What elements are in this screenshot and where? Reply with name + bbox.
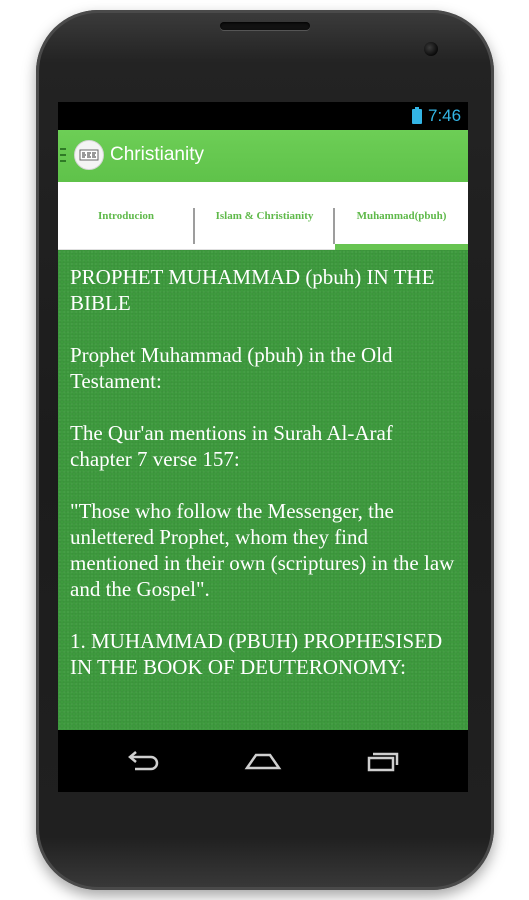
tab-label: Muhammad(pbuh) <box>356 210 447 222</box>
app-logo-icon[interactable] <box>74 140 104 170</box>
article-paragraph: Prophet Muhammad (pbuh) in the Old Testament: <box>70 343 393 393</box>
app-title: Christianity <box>110 144 204 165</box>
up-caret-icon[interactable] <box>60 148 66 164</box>
tab-islam-christianity[interactable] <box>195 182 334 250</box>
navigation-bar <box>58 730 468 792</box>
tab-bar <box>58 182 468 250</box>
action-bar <box>58 130 468 182</box>
earpiece-speaker <box>220 22 310 30</box>
phone-screen <box>58 102 468 792</box>
article-heading: PROPHET MUHAMMAD (pbuh) IN THE BIBLE <box>70 265 435 315</box>
article-quote: "Those who follow the Messenger, the unlettered Prophet, whom they find mentioned in their own (scriptures) in the law and the Gospel". <box>70 499 455 601</box>
front-camera <box>424 42 438 56</box>
article-content[interactable] <box>58 250 468 730</box>
recent-apps-icon[interactable] <box>363 748 403 774</box>
tab-muhammad[interactable] <box>335 182 468 250</box>
tab-label: Islam & Christianity <box>215 210 314 222</box>
status-time: 7:46 <box>428 106 462 125</box>
tab-introducion[interactable] <box>58 182 194 250</box>
back-icon[interactable] <box>123 748 163 774</box>
article-paragraph: The Qur'an mentions in Surah Al-Araf chapter 7 verse 157: <box>70 421 393 471</box>
status-bar <box>58 102 468 130</box>
tab-label: Introducion <box>97 210 155 222</box>
home-icon[interactable] <box>243 748 283 774</box>
phone-device <box>36 10 494 890</box>
battery-charging-icon <box>412 109 422 124</box>
article-section-heading: 1. MUHAMMAD (PBUH) PROPHESISED IN THE BOOK OF DEUTERONOMY: <box>70 629 443 679</box>
